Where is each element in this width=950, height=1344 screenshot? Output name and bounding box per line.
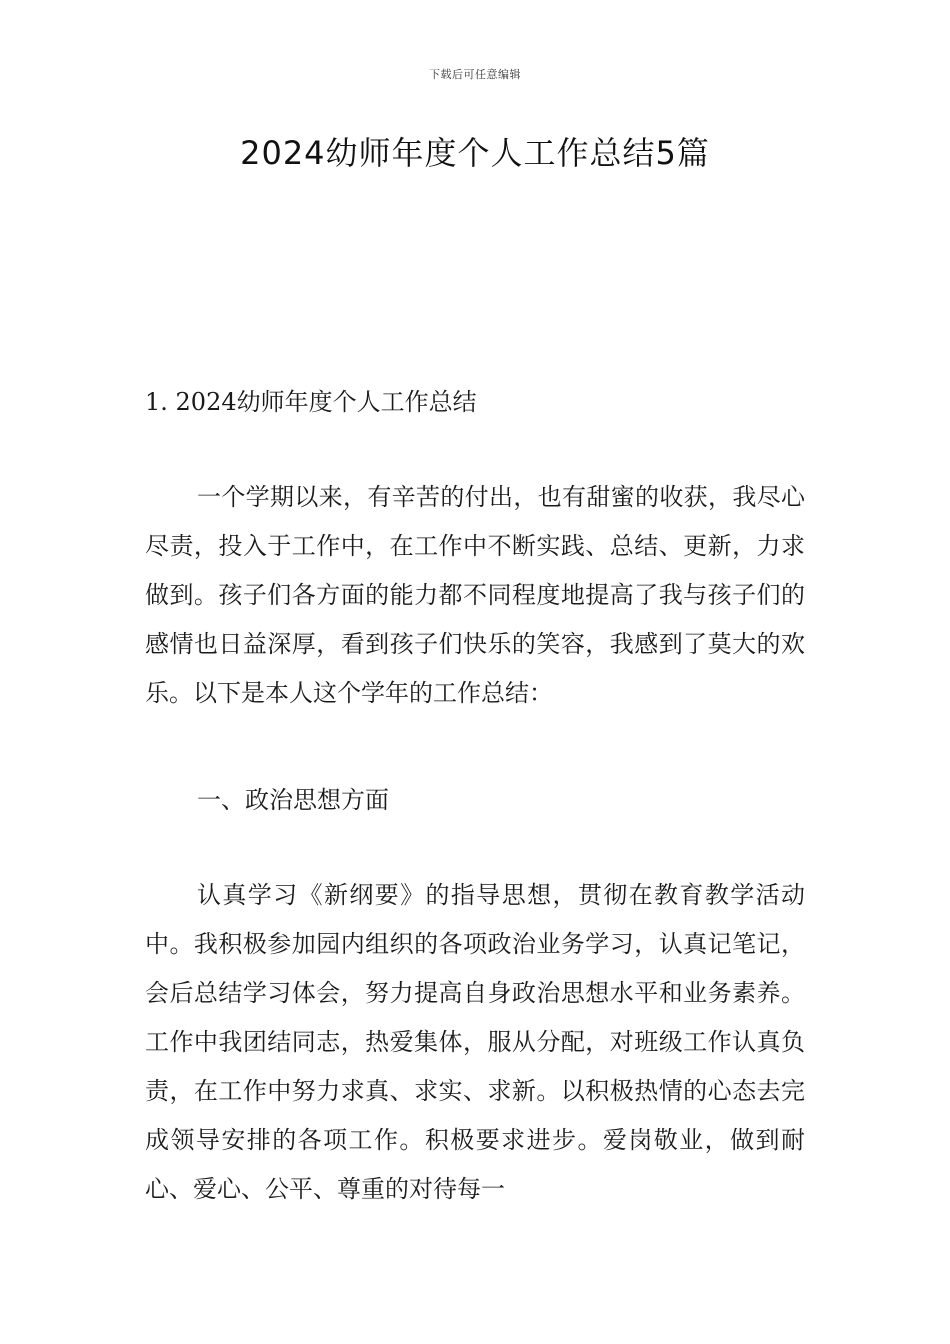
header-note: 下载后可任意编辑 bbox=[429, 68, 521, 81]
body-paragraph: 一个学期以来，有辛苦的付出，也有甜蜜的收获，我尽心尽责，投入于工作中，在工作中不断实践、总结、更新，力求做到。孩子们各方面的能力都不同程度地提高了我与孩子们的感情也日益深厚，看到孩子们快乐的笑容，我感到了莫大的欢乐。以下是本人这个学年的工作总结： bbox=[145, 483, 805, 707]
body-paragraph: 认真学习《新纲要》的指导思想，贯彻在教育教学活动中。我积极参加园内组织的各项政治业务学习，认真记笔记，会后总结学习体会，努力提高自身政治思想水平和业务素养。工作中我团结同志，热爱集体，服从分配，对班级工作认真负责，在工作中努力求真、求实、求新。以积极热情的心态去完成领导安排的各项工作。积极要求进步。爱岗敬业，做到耐心、爱心、公平、尊重的对待每一 bbox=[145, 881, 805, 1203]
sub-heading: 一、政治思想方面 bbox=[197, 786, 389, 814]
document-title: 2024幼师年度个人工作总结5篇 bbox=[240, 134, 710, 172]
section-heading: 1. 2024幼师年度个人工作总结 bbox=[145, 388, 477, 416]
